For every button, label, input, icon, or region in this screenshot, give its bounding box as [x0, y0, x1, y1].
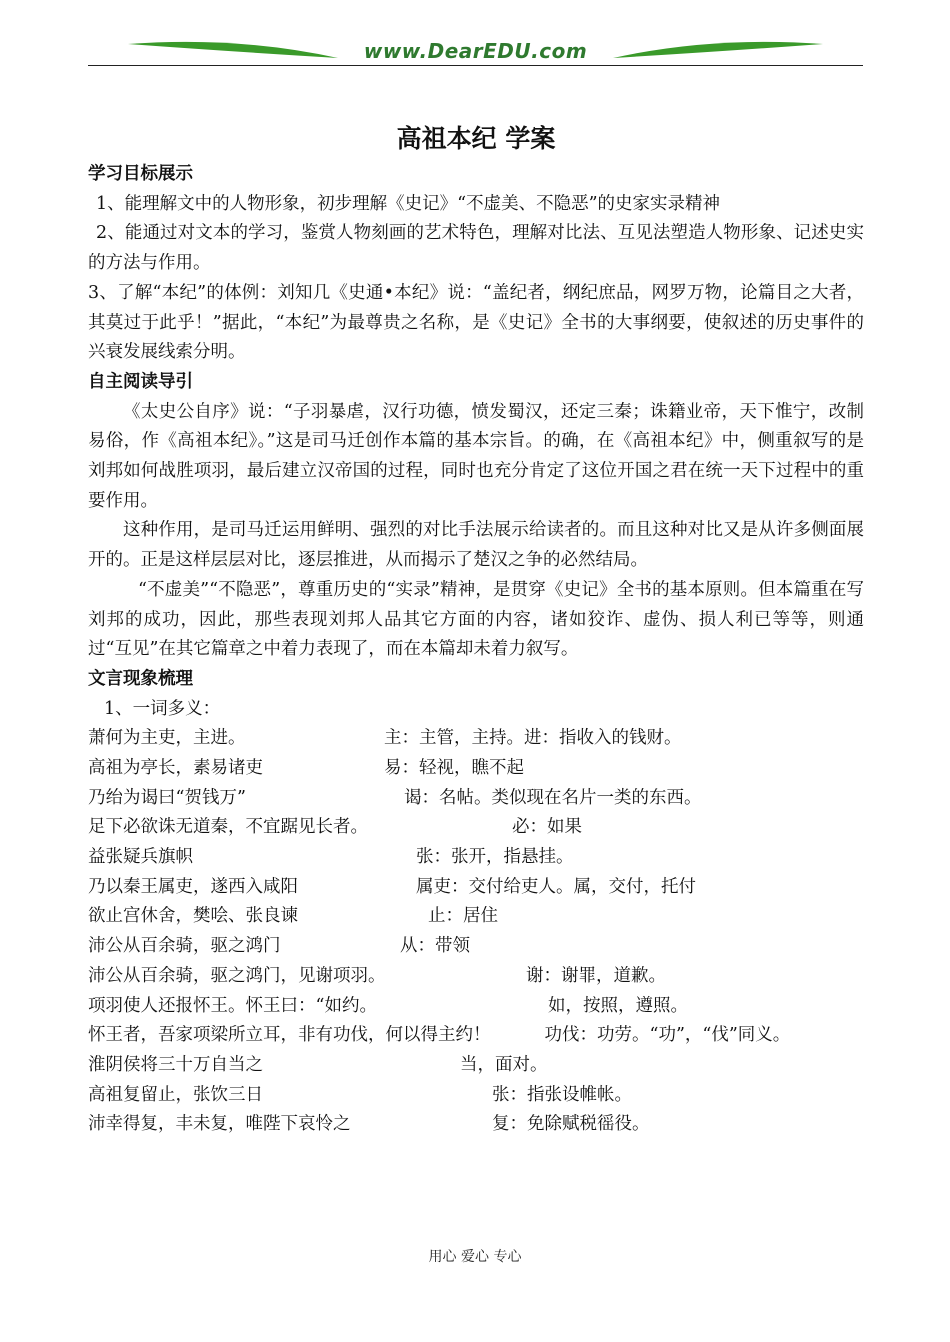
- page-footer: 用心 爱心 专心: [428, 1249, 522, 1265]
- polysemy-row: [88, 1081, 864, 1111]
- polysemy-gloss: 谢：谢罪，道歉。: [526, 965, 666, 986]
- polysemy-row: [88, 992, 864, 1022]
- goal-item: 3、了解“本纪”的体例：刘知几《史通•本纪》说：“盖纪者，纲纪庶品，网罗万物，论篇目之大者，其莫过于此乎！”据此，“本纪”为最尊贵之名称，是《史记》全书的大事纲要，使叙述的历史事件的兴衰发展线索分明。: [88, 282, 864, 363]
- polysemy-row: [88, 1051, 864, 1081]
- reading-paragraph: 这种作用，是司马迁运用鲜明、强烈的对比手法展示给读者的。而且这种对比又是从许多侧面展开的。正是这样层层对比，逐层推进，从而揭示了楚汉之争的必然结局。: [88, 520, 864, 571]
- polysemy-sentence: 益张疑兵旗帜: [88, 847, 193, 868]
- polysemy-sentence: 淮阴侯将三十万自当之: [88, 1054, 263, 1075]
- polysemy-sentence: 沛公从百余骑，驱之鸿门，见谢项羽。: [88, 965, 386, 986]
- reading-paragraph: “不虚美”“不隐恶”，尊重历史的“实录”精神，是贯穿《史记》全书的基本原则。但本篇重在写刘邦的成功，因此，那些表现刘邦人品其它方面的内容，诸如狡诈、虚伪、损人利已等等，则通过“互见”在其它篇章之中着力表现了，而在本篇却未着力叙写。: [88, 579, 864, 660]
- page-header: [88, 34, 863, 68]
- polysemy-sentence: 高祖复留止，张饮三日: [88, 1084, 263, 1105]
- polysemy-row: [88, 1110, 864, 1140]
- polysemy-row-wrapped: [88, 1021, 864, 1051]
- polysemy-gloss: 易：轻视，瞧不起: [384, 758, 524, 779]
- reading-paragraph: 《太史公自序》说：“子羽暴虐，汉行功德，愤发蜀汉，还定三秦；诛籍业帝，天下惟宁，改制易俗，作《高祖本纪》。”这是司马迁创作本篇的基本宗旨。的确，在《高祖本纪》中，侧重叙写的是刘邦如何战胜项羽，最后建立汉帝国的过程，同时也充分肯定了这位开国之君在统一天下过程中的重要作用。: [88, 401, 864, 511]
- polysemy-heading: 1、一词多义：: [104, 698, 221, 719]
- polysemy-sentence: 高祖为亭长，素易诸吏: [88, 758, 263, 779]
- document-title: 高祖本纪 学案: [396, 124, 556, 153]
- polysemy-gloss: 当，面对。: [460, 1054, 548, 1075]
- polysemy-row: [88, 873, 864, 903]
- polysemy-row: [88, 813, 864, 843]
- polysemy-row: [88, 843, 864, 873]
- document-body: [88, 118, 864, 1140]
- polysemy-gloss: 张：指张设帷帐。: [492, 1084, 632, 1105]
- polysemy-gloss: 如，按照，遵照。: [548, 995, 688, 1016]
- polysemy-gloss: 功伐：功劳。“功”，“伐”同义。: [544, 1025, 791, 1046]
- polysemy-sentence: 怀王者，吾家项梁所立耳，非有功伐，何以得主约！: [88, 1025, 491, 1046]
- polysemy-sentence: 乃绐为谒曰“贺钱万”: [88, 787, 246, 808]
- polysemy-row: [88, 784, 864, 814]
- polysemy-gloss: 复：免除赋税徭役。: [492, 1114, 650, 1135]
- polysemy-sentence: 欲止宫休舍，樊哙、张良谏: [88, 906, 298, 927]
- polysemy-row: [88, 932, 864, 962]
- polysemy-row: [88, 724, 864, 754]
- polysemy-gloss: 止：居住: [428, 906, 498, 927]
- polysemy-gloss: 张：张开，指悬挂。: [416, 847, 574, 868]
- polysemy-row: [88, 754, 864, 784]
- goal-item: 1、能理解文中的人物形象，初步理解《史记》“不虚美、不隐恶”的史家实录精神: [96, 193, 721, 214]
- polysemy-gloss: 必：如果: [512, 817, 582, 838]
- polysemy-gloss: 从：带领: [400, 936, 470, 957]
- polysemy-row: [88, 902, 864, 932]
- header-divider: [88, 65, 863, 66]
- polysemy-row: [88, 962, 864, 992]
- goal-item: 2、能通过对文本的学习，鉴赏人物刻画的艺术特色，理解对比法、互见法塑造人物形象、记述史实的方法与作用。: [88, 223, 864, 274]
- polysemy-gloss: 谒：名帖。类似现在名片一类的东西。: [404, 787, 702, 808]
- polysemy-sentence: 沛公从百余骑，驱之鸿门: [88, 936, 281, 957]
- section-title-classical: 文言现象梳理: [88, 668, 193, 689]
- section-title-goals: 学习目标展示: [88, 164, 193, 184]
- polysemy-sentence: 项羽使人还报怀王。怀王曰：“如约。: [88, 995, 377, 1016]
- polysemy-sentence: 萧何为主吏，主进。: [88, 728, 246, 749]
- polysemy-gloss: 属吏：交付给吏人。属，交付，托付: [416, 876, 696, 897]
- site-logo-text[interactable]: www.DearEDU.com: [363, 39, 588, 63]
- section-title-reading: 自主阅读导引: [88, 371, 193, 392]
- polysemy-sentence: 沛幸得复，丰未复，唯陛下哀怜之: [88, 1114, 351, 1135]
- polysemy-sentence: 足下必欲诛无道秦，不宜踞见长者。: [88, 817, 368, 838]
- polysemy-gloss: 主：主管，主持。进：指收入的钱财。: [384, 728, 682, 749]
- polysemy-sentence: 乃以秦王属吏，遂西入咸阳: [88, 876, 298, 897]
